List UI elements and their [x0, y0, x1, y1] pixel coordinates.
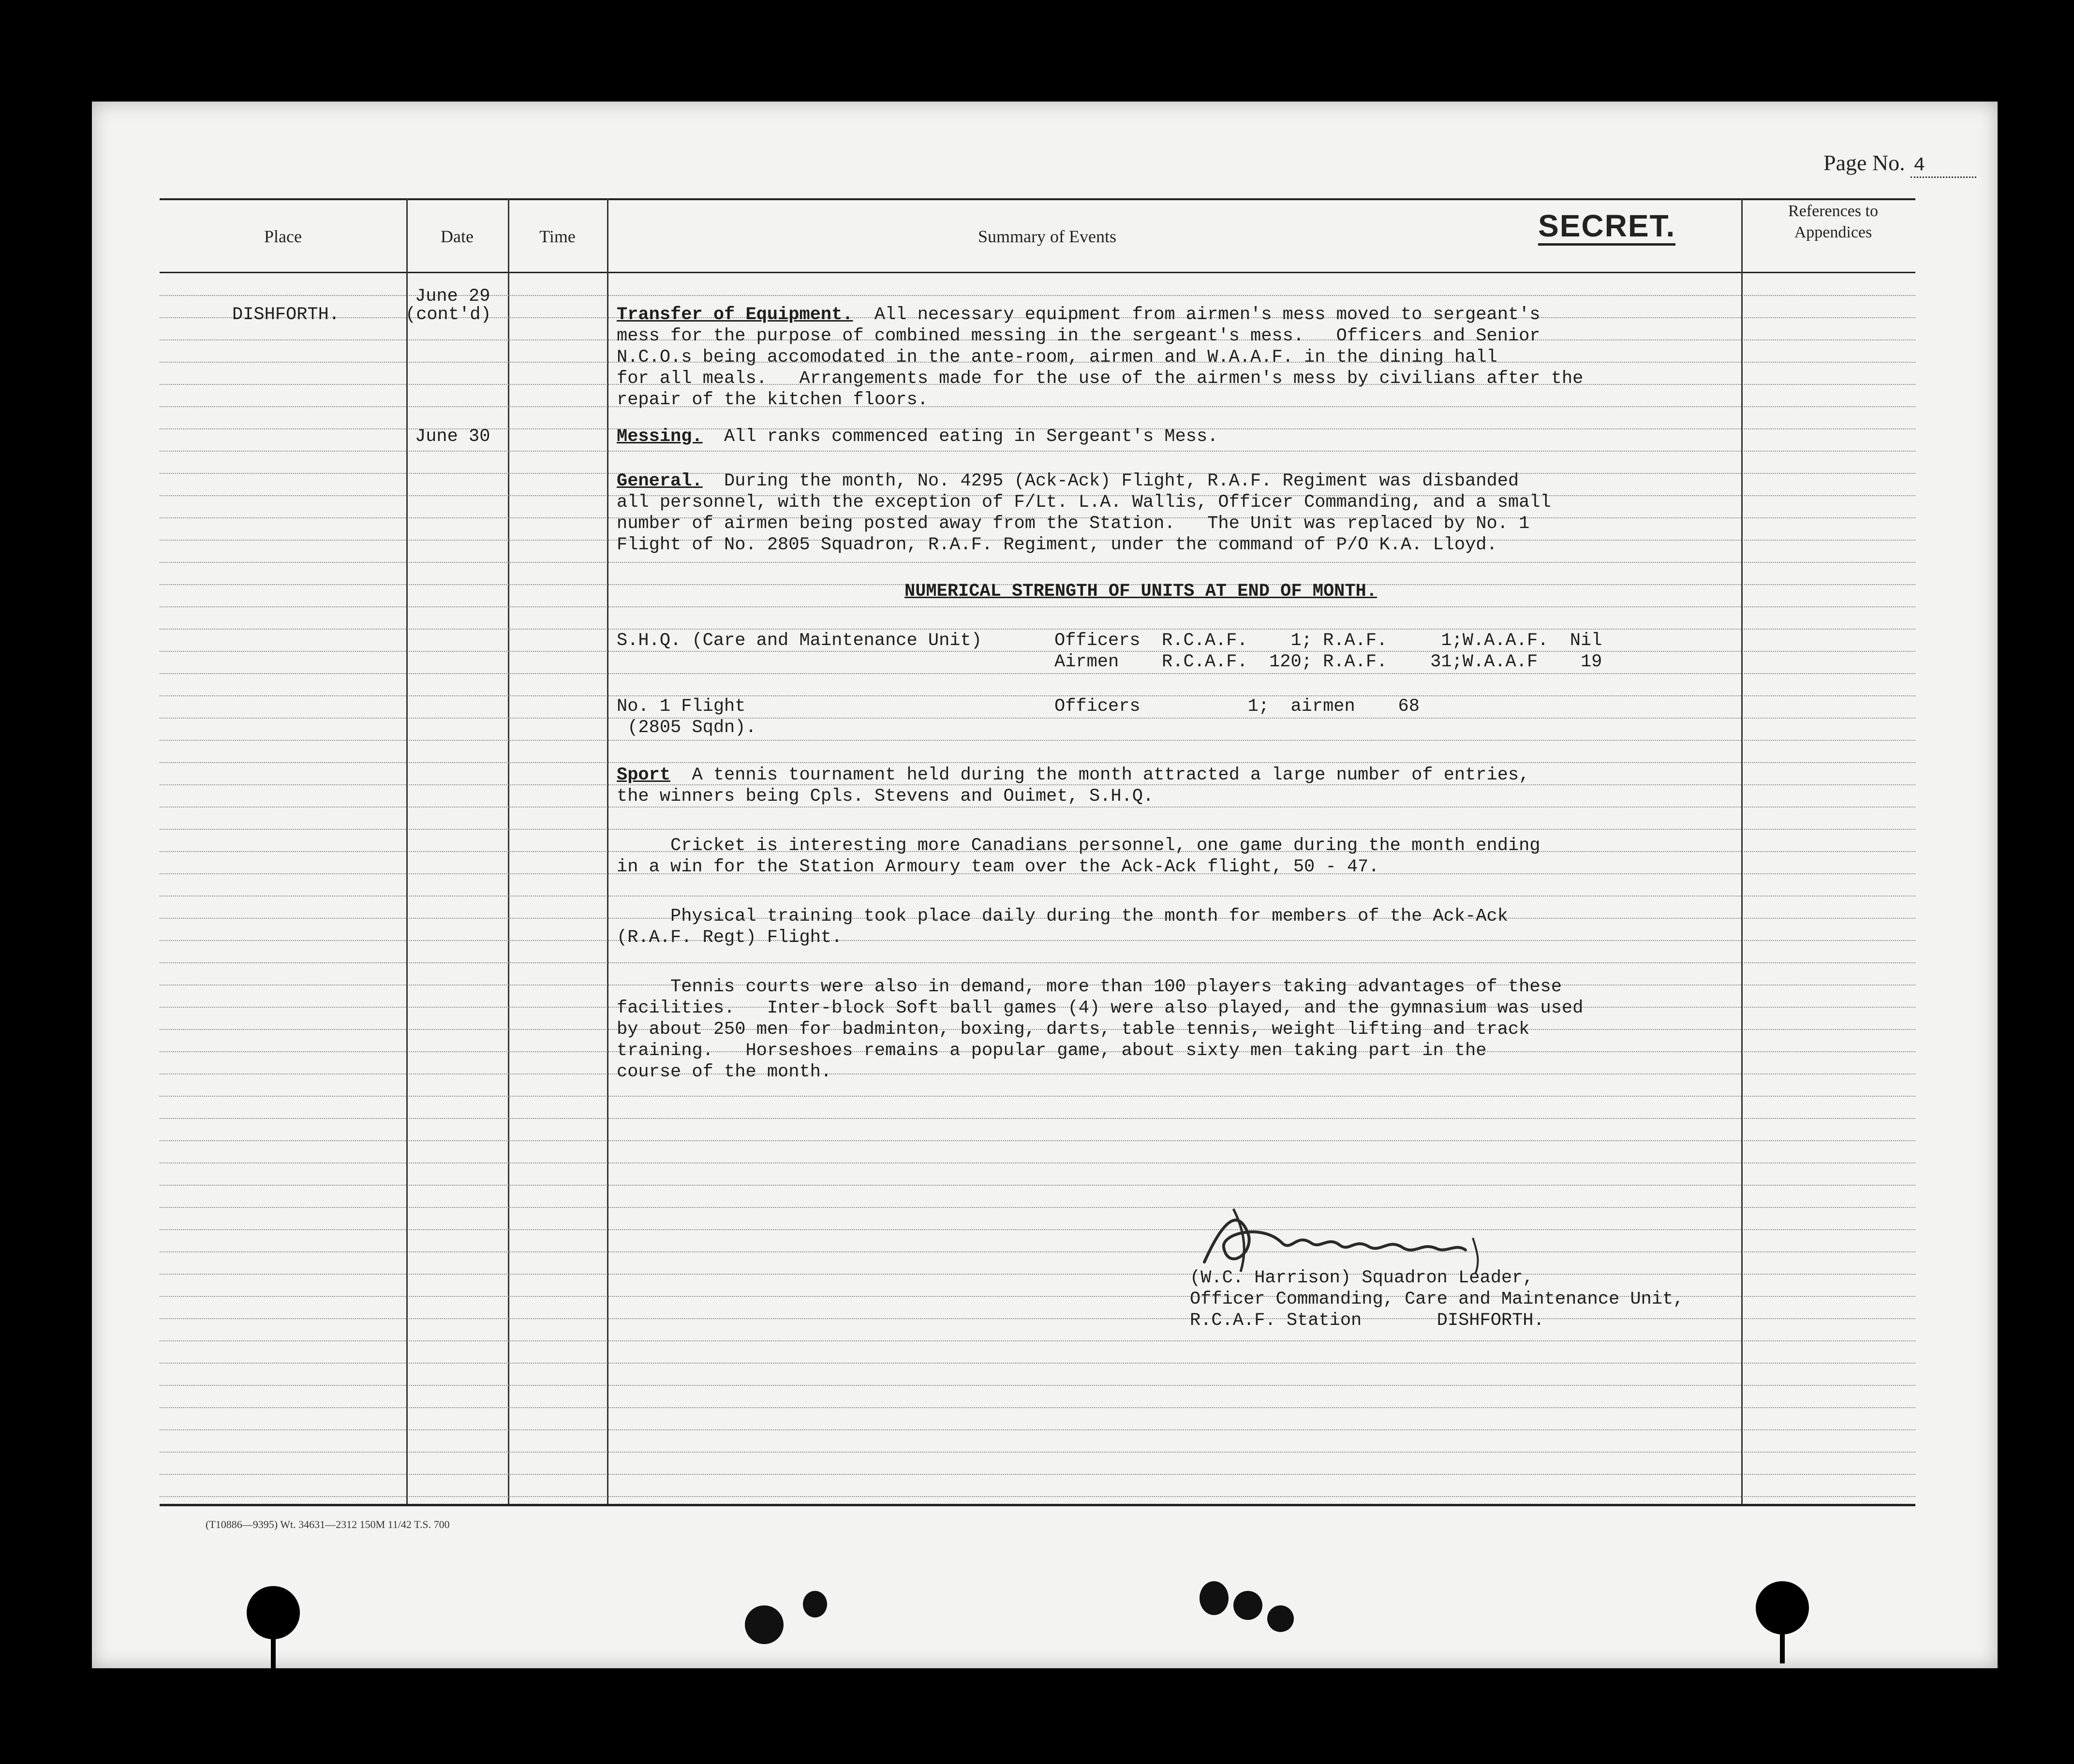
column-summary-heading: Summary of Events [978, 227, 1116, 246]
place-entry: DISHFORTH. [232, 305, 340, 325]
general-heading: General. [617, 471, 703, 491]
cricket-paragraph-line-1: Cricket is interesting more Canadians personnel, one game during the month ending [617, 836, 1541, 856]
ruled-line [160, 629, 1915, 630]
ruled-line [160, 1363, 1915, 1364]
sport-paragraph-line-1: Sport A tennis tournament held during the month attracted a large number of entries, [617, 765, 1530, 785]
transfer-paragraph-line-3: N.C.O.s being accomodated in the ante-room, airmen and W.A.A.F. in the dining hall [617, 347, 1497, 368]
column-date-heading: Date [441, 227, 474, 246]
tennis-paragraph-line-3: by about 250 men for badminton, boxing, darts, table tennis, weight lifting and track [617, 1019, 1530, 1040]
ink-smudge [1233, 1591, 1262, 1620]
general-paragraph-line-2: all personnel, with the exception of F/Lt. L.A. Wallis, Officer Commanding, and a small [617, 492, 1551, 513]
page-number-value: 4 [1911, 155, 1976, 178]
transfer-paragraph-line-5: repair of the kitchen floors. [617, 390, 928, 410]
ruled-line [160, 740, 1915, 741]
sport-paragraph-line-2: the winners being Cpls. Stevens and Ouimet, S.H.Q. [617, 786, 1154, 807]
page-number-field [1823, 150, 1976, 178]
messing-paragraph: Messing. All ranks commenced eating in Sergeant's Mess. [617, 426, 1218, 447]
binder-hole-left [247, 1586, 300, 1639]
flight-counts: Officers 1; airmen 68 [1054, 696, 1420, 717]
ruled-line [160, 1229, 1915, 1230]
print-code-footer: (T10886—9395) Wt. 34631—2312 150M 11/42 T.S. 700 [206, 1518, 450, 1530]
tennis-paragraph-line-1: Tennis courts were also in demand, more than 100 players taking advantages of these [617, 977, 1562, 997]
transfer-heading: Transfer of Equipment. [617, 305, 853, 325]
ruled-line [160, 673, 1915, 674]
messing-heading: Messing. [617, 426, 703, 447]
ruled-line [160, 1185, 1915, 1186]
transfer-paragraph-line-4: for all meals. Arrangements made for the use of the airmen's mess by civilians after the [617, 368, 1584, 389]
ink-smudge [745, 1605, 784, 1644]
column-place-heading: Place [264, 227, 302, 246]
ruled-line [160, 1474, 1915, 1475]
binder-slot-left [271, 1634, 276, 1668]
page-number-label: Page No. [1823, 150, 1905, 175]
ruled-line [160, 1140, 1915, 1141]
ink-smudge [1267, 1605, 1294, 1632]
date-entry-continued: (cont'd) [405, 305, 491, 325]
transfer-paragraph-line-2: mess for the purpose of combined messing in the sergeant's mess. Officers and Senior [617, 326, 1541, 346]
ruled-line [160, 1274, 1915, 1275]
ruled-line [160, 451, 1915, 452]
tennis-paragraph-line-2: facilities. Inter-block Soft ball games (4) were also played, and the gymnasium was used [617, 998, 1584, 1018]
ruled-line [160, 1452, 1915, 1453]
header-bottom-rule [160, 272, 1915, 273]
ruled-line [160, 1385, 1915, 1386]
shq-airmen-counts: Airmen R.C.A.F. 120; R.A.F. 31;W.A.A.F 19 [1054, 652, 1602, 672]
ruled-line [160, 606, 1915, 607]
date-entry-june-29: June 29 [415, 286, 490, 307]
ruled-line [160, 1407, 1915, 1408]
ruled-line [160, 651, 1915, 652]
signatory-name: (W.C. Harrison) Squadron Leader, [1190, 1268, 1534, 1288]
ruled-line [160, 762, 1915, 763]
binder-hole-right [1756, 1581, 1809, 1634]
flight-unit-squadron: (2805 Sqdn). [617, 718, 756, 738]
ruled-line [160, 829, 1915, 830]
ruled-line [160, 562, 1915, 563]
signatory-title: Officer Commanding, Care and Maintenance Unit, [1190, 1289, 1684, 1309]
ruled-line [160, 896, 1915, 897]
column-references-heading: References to Appendices [1788, 202, 1878, 241]
cricket-paragraph-line-2: in a win for the Station Armoury team over the Ack-Ack flight, 50 - 47. [617, 857, 1379, 877]
table-bottom-rule [160, 1504, 1915, 1506]
pt-paragraph-line-2: (R.A.F. Regt) Flight. [617, 927, 843, 948]
ruled-line [160, 1073, 1915, 1074]
sport-heading: Sport [617, 765, 671, 785]
tennis-paragraph-line-5: course of the month. [617, 1062, 832, 1082]
ruled-line [160, 1340, 1915, 1341]
ruled-line [160, 1496, 1915, 1497]
binder-slot-right [1780, 1630, 1785, 1663]
pt-paragraph-line-1: Physical training took place daily during the month for members of the Ack-Ack [617, 906, 1508, 926]
ruled-line [160, 962, 1915, 963]
column-time-heading: Time [539, 227, 576, 246]
tennis-paragraph-line-4: training. Horseshoes remains a popular game, about sixty men taking part in the [617, 1041, 1487, 1061]
signatory-station: R.C.A.F. Station DISHFORTH. [1190, 1310, 1544, 1331]
ink-smudge [803, 1591, 827, 1617]
ruled-line [160, 1429, 1915, 1430]
ink-smudge [1200, 1581, 1229, 1615]
flight-unit-name: No. 1 Flight [617, 696, 746, 717]
table-top-rule [160, 198, 1915, 200]
ruled-line [160, 406, 1915, 407]
document-sheet [92, 102, 1998, 1668]
transfer-paragraph-line-1: Transfer of Equipment. All necessary equipment from airmen's mess moved to sergeant's [617, 305, 1541, 325]
shq-unit-name: S.H.Q. (Care and Maintenance Unit) [617, 631, 982, 651]
ruled-line [160, 1251, 1915, 1252]
date-entry-june-30: June 30 [415, 426, 490, 447]
ruled-line [160, 940, 1915, 941]
ruled-line [160, 1096, 1915, 1097]
ruled-line [160, 695, 1915, 696]
ruled-line [160, 1207, 1915, 1208]
secret-stamp: SECRET. [1538, 210, 1675, 246]
ruled-line [160, 718, 1915, 719]
general-paragraph-line-3: number of airmen being posted away from the Station. The Unit was replaced by No. 1 [617, 514, 1530, 534]
strength-heading: NUMERICAL STRENGTH OF UNITS AT END OF MONTH. [904, 581, 1377, 602]
ruled-line [160, 1118, 1915, 1119]
shq-officers-counts: Officers R.C.A.F. 1; R.A.F. 1;W.A.A.F. Nil [1054, 631, 1602, 651]
general-paragraph-line-4: Flight of No. 2805 Squadron, R.A.F. Regiment, under the command of P/O K.A. Lloyd. [617, 535, 1497, 555]
ruled-line [160, 1162, 1915, 1163]
general-paragraph-line-1: General. During the month, No. 4295 (Ack-Ack) Flight, R.A.F. Regiment was disbanded [617, 471, 1519, 491]
ruled-line [160, 1318, 1915, 1319]
